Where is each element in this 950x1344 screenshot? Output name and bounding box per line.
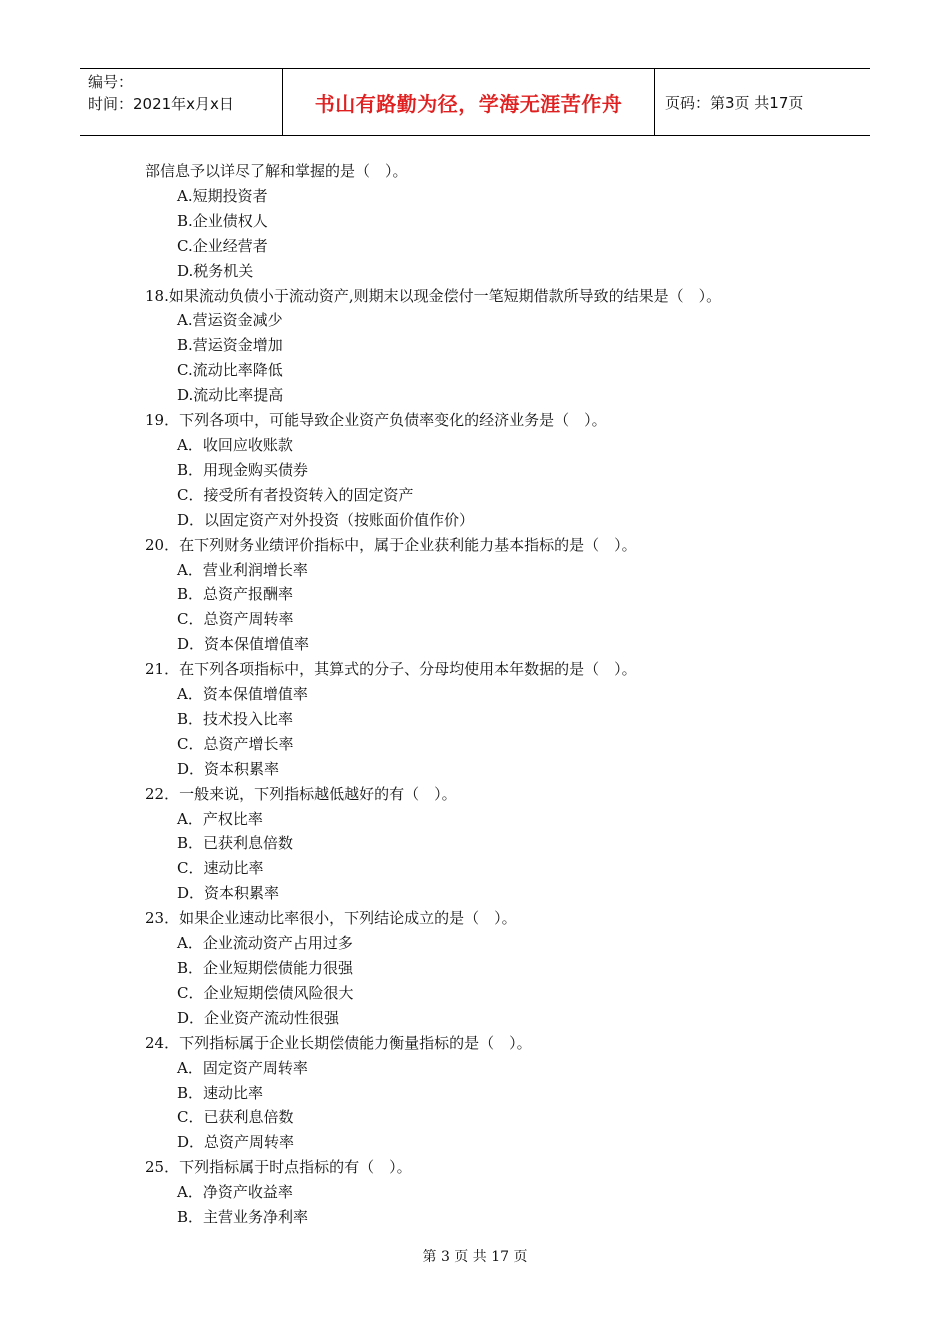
answer-option: D．资本保值增值率: [177, 635, 310, 654]
answer-option: A．固定资产周转率: [177, 1058, 308, 1077]
question-block: [145, 657, 845, 782]
question-stem: 19．下列各项中，可能导致企业资产负债率变化的经济业务是（ ）。: [145, 411, 607, 430]
question-stem: 21．在下列各项指标中，其算式的分子、分母均使用本年数据的是（ ）。: [145, 660, 637, 679]
header-motto-cell: [283, 69, 655, 135]
question-block: [145, 408, 845, 533]
question-block: [145, 906, 845, 1031]
answer-option: D．资本积累率: [177, 884, 280, 903]
answer-option: D．资本积累率: [177, 759, 280, 778]
answer-option: C．接受所有者投资转入的固定资产: [177, 485, 414, 504]
time-label: 时间：2021年x月x日: [88, 95, 234, 113]
answer-option: C.流动比率降低: [177, 361, 283, 380]
answer-option: C．速动比率: [177, 859, 264, 878]
answer-option: B．速动比率: [177, 1083, 264, 1102]
question-block: [145, 533, 845, 658]
answer-option: B．已获利息倍数: [177, 834, 294, 853]
answer-option: B．企业短期偿债能力很强: [177, 959, 354, 977]
answer-option: A．资本保值增值率: [177, 685, 308, 704]
question-stem: 25．下列指标属于时点指标的有（ ）。: [145, 1158, 412, 1177]
question-stem: 18.如果流动负债小于流动资产,则期末以现金偿付一笔短期借款所导致的结果是（ ）。: [145, 286, 722, 305]
question-block: [145, 159, 845, 284]
answer-option: B．用现金购买债券: [177, 460, 309, 479]
question-stem: 部信息予以详尽了解和掌握的是（ ）。: [145, 162, 408, 180]
answer-option: A．产权比率: [177, 809, 263, 828]
question-stem: 20．在下列财务业绩评价指标中，属于企业获利能力基本指标的是（ ）。: [145, 535, 637, 554]
question-block: [145, 1155, 845, 1230]
question-list: [145, 159, 845, 1230]
answer-option: B.营运资金增加: [177, 336, 283, 355]
answer-option: D．以固定资产对外投资（按账面价值作价）: [177, 510, 475, 529]
answer-option: A．营业利润增长率: [177, 560, 308, 579]
number-label: 编号：: [88, 73, 134, 91]
question-stem: 22．一般来说，下列指标越低越好的有（ ）。: [145, 784, 457, 803]
question-block: [145, 284, 845, 409]
question-block: [145, 782, 845, 907]
answer-option: D．企业资产流动性很强: [177, 1008, 340, 1027]
answer-option: D．总资产周转率: [177, 1133, 295, 1152]
motto: 书山有路勤为径，学海无涯苦作舟: [314, 91, 623, 116]
answer-option: D.流动比率提高: [177, 386, 284, 405]
answer-option: B．技术投入比率: [177, 709, 294, 728]
answer-option: B．主营业务净利率: [177, 1208, 309, 1227]
answer-option: C．已获利息倍数: [177, 1108, 294, 1127]
answer-option: B．总资产报酬率: [177, 585, 294, 604]
answer-option: D.税务机关: [177, 261, 254, 280]
answer-option: A．收回应收账款: [177, 435, 293, 454]
question-stem: 24．下列指标属于企业长期偿债能力衡量指标的是（ ）。: [145, 1033, 532, 1052]
answer-option: C．总资产增长率: [177, 734, 294, 753]
answer-option: C．企业短期偿债风险很大: [177, 983, 354, 1002]
answer-option: A.营运资金减少: [177, 311, 283, 330]
page-info: 页码：第3页 共17页: [665, 93, 804, 112]
answer-option: A.短期投资者: [177, 186, 268, 205]
answer-option: C.企业经营者: [177, 236, 268, 255]
answer-option: A．净资产收益率: [177, 1183, 293, 1202]
answer-option: C．总资产周转率: [177, 610, 294, 629]
page-header: [80, 68, 870, 136]
page-footer: 第 3 页 共 17 页: [422, 1249, 528, 1265]
question-block: [145, 1031, 845, 1156]
header-page-info-cell: [655, 69, 870, 135]
answer-option: A．企业流动资产占用过多: [177, 934, 353, 953]
answer-option: B.企业债权人: [177, 211, 268, 230]
header-meta: [80, 69, 283, 135]
question-stem: 23．如果企业速动比率很小，下列结论成立的是（ ）。: [145, 909, 517, 928]
